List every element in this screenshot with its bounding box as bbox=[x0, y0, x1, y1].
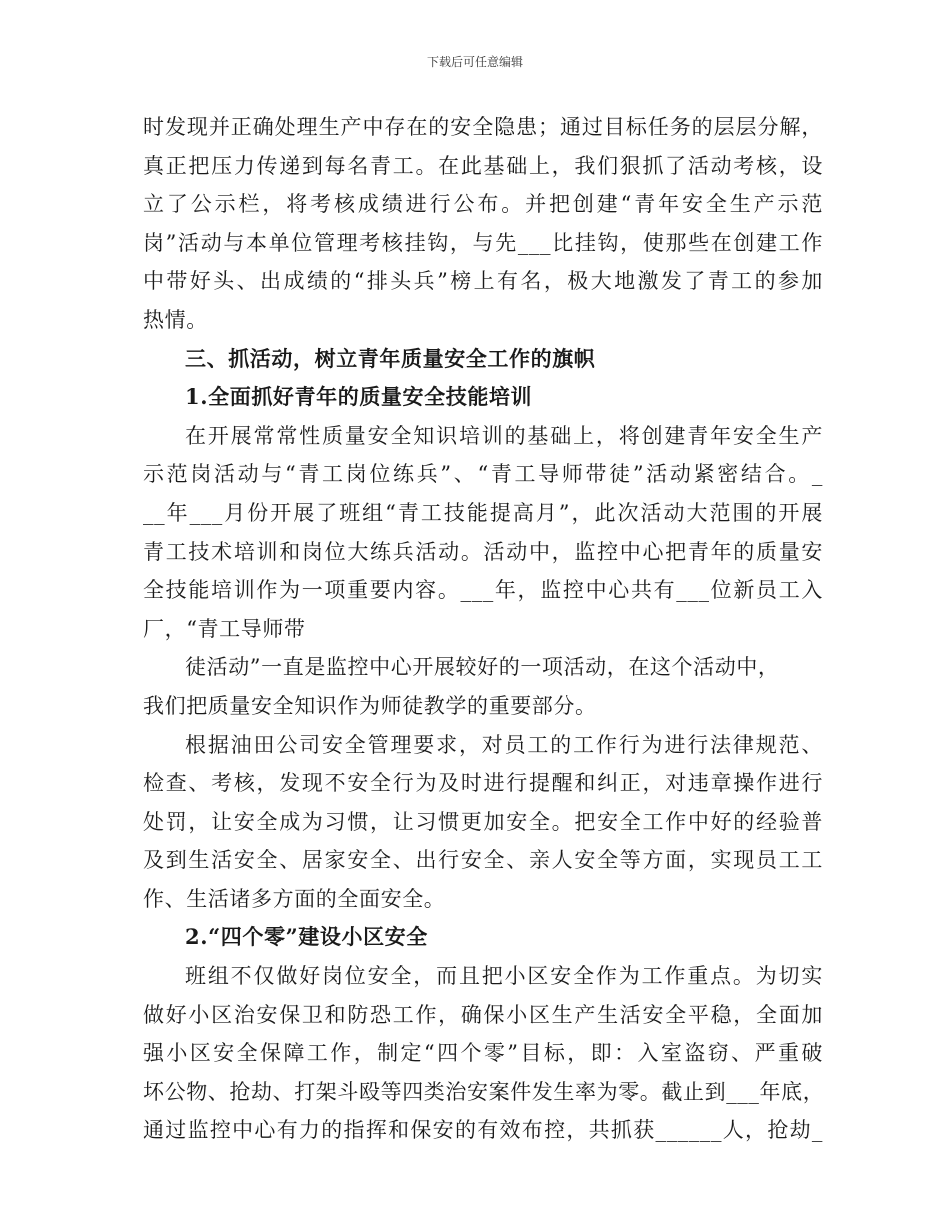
text-line: 做好小区治安保卫和防恐工作，确保小区生产生活安全平稳，全面加 bbox=[143, 1002, 823, 1027]
text-line: 在开展常常性质量安全知识培训的基础上，将创建青年安全生产 bbox=[185, 423, 823, 448]
text-line: 岗”活动与本单位管理考核挂钩，与先___比挂钩，使那些在创建工作 bbox=[143, 230, 823, 255]
text-line: 强小区安全保障工作，制定“四个零”目标，即：入室盗窃、严重破 bbox=[143, 1041, 823, 1066]
text-line: 根据油田公司安全管理要求，对员工的工作行为进行法律规范、 bbox=[185, 732, 823, 757]
text-line: 班组不仅做好岗位安全，而且把小区安全作为工作重点。为切实 bbox=[185, 964, 823, 989]
text-line: 时发现并正确处理生产中存在的安全隐患；通过目标任务的层层分解， bbox=[143, 115, 823, 139]
text-line: 厂，“青工导师带 bbox=[143, 616, 306, 641]
section-heading: 1.全面抓好青年的质量安全技能培训 bbox=[185, 384, 533, 410]
section-heading: 2.“四个零”建设小区安全 bbox=[185, 924, 428, 950]
section-heading: 三、抓活动，树立青年质量安全工作的旗帜 bbox=[185, 345, 596, 371]
text-line: 中带好头、出成绩的“排头兵”榜上有名，极大地激发了青工的参加 bbox=[143, 269, 823, 294]
document-body bbox=[143, 108, 823, 1150]
text-line: 及到生活安全、居家安全、出行安全、亲人安全等方面，实现员工工 bbox=[143, 848, 823, 873]
text-line: 徒活动”一直是监控中心开展较好的一项活动，在这个活动中， bbox=[185, 655, 780, 680]
text-line: 示范岗活动与“青工岗位练兵”、“青工导师带徒”活动紧密结合。_ bbox=[143, 462, 823, 487]
text-line: 青工技术培训和岗位大练兵活动。活动中，监控中心把青年的质量安 bbox=[143, 539, 823, 564]
text-line: 真正把压力传递到每名青工。在此基础上，我们狠抓了活动考核，设 bbox=[143, 153, 823, 178]
text-line: 立了公示栏，将考核成绩进行公布。并把创建“青年安全生产示范 bbox=[143, 192, 823, 217]
text-line: 处罚，让安全成为习惯，让习惯更加安全。把安全工作中好的经验普 bbox=[143, 809, 823, 834]
text-line: 我们把质量安全知识作为师徒教学的重要部分。 bbox=[143, 693, 597, 718]
text-line: 检查、考核，发现不安全行为及时进行提醒和纠正，对违章操作进行 bbox=[143, 771, 823, 796]
text-line: 坏公物、抢劫、打架斗殴等四类治安案件发生率为零。截止到___年底， bbox=[143, 1079, 825, 1104]
text-line: 通过监控中心有力的指挥和保安的有效布控，共抓获______人，抢劫_ bbox=[143, 1118, 823, 1143]
text-line: __年___月份开展了班组“青工技能提高月”，此次活动大范围的开展 bbox=[143, 500, 823, 525]
page-header: 下载后可任意编辑 bbox=[426, 55, 523, 69]
text-line: 作、生活诸多方面的全面安全。 bbox=[143, 886, 446, 911]
text-line: 热情。 bbox=[143, 307, 208, 332]
text-line: 全技能培训作为一项重要内容。___年，监控中心共有___位新员工入 bbox=[143, 578, 823, 603]
